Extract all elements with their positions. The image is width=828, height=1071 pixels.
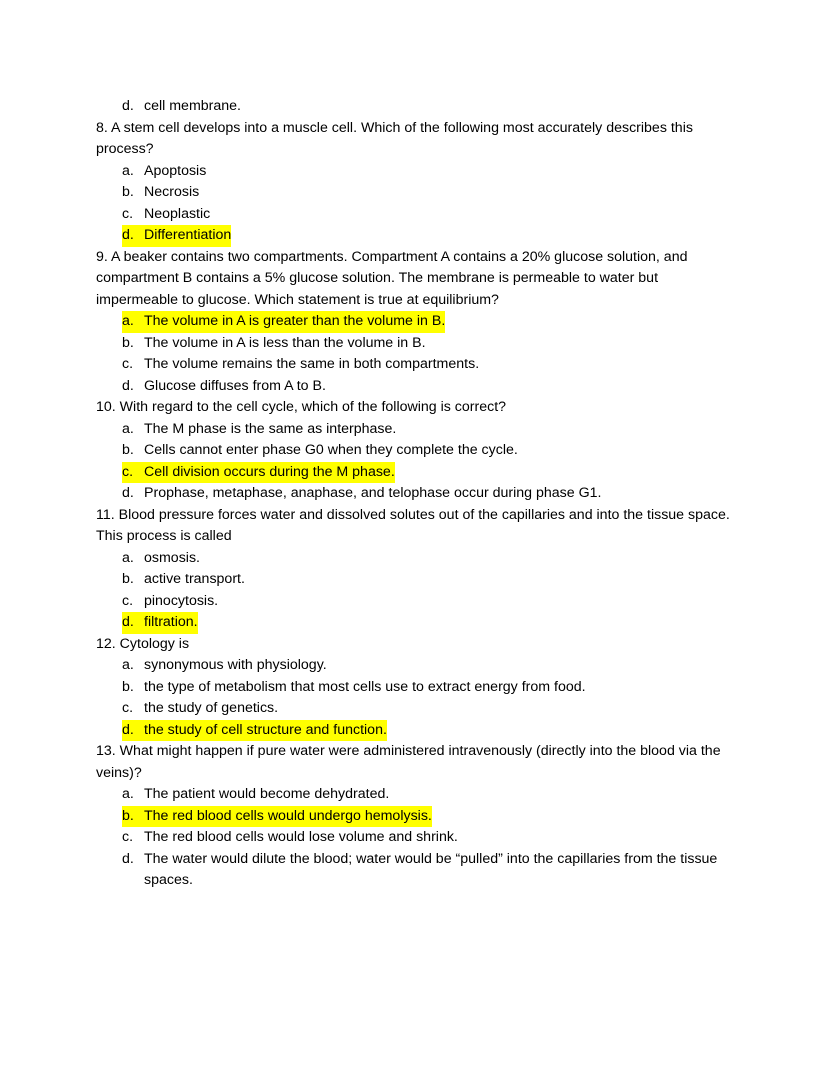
option-letter: d.: [122, 850, 134, 867]
question-stem: 11. Blood pressure forces water and dissolved solutes out of the capillaries and into the tissue space. This process is called: [96, 506, 730, 544]
option-text: the type of metabolism that most cells use to extract energy from food.: [144, 678, 586, 695]
option-text: osmosis.: [144, 549, 200, 566]
answer-option: [96, 483, 732, 505]
answer-option: [96, 677, 732, 699]
option-text: filtration.: [144, 612, 198, 634]
option-letter: b.: [122, 678, 134, 695]
question-stem: 8. A stem cell develops into a muscle cell. Which of the following most accurately describes this process?: [96, 119, 693, 157]
option-text: The volume in A is less than the volume in B.: [144, 334, 426, 351]
question-stem: 12. Cytology is: [96, 635, 190, 652]
option-text: The red blood cells would undergo hemolysis.: [144, 806, 432, 828]
answer-option: [96, 311, 732, 333]
question-block: [96, 634, 732, 742]
option-text: Cells cannot enter phase G0 when they complete the cycle.: [144, 442, 518, 458]
option-letter: b.: [122, 184, 134, 200]
answer-option: [96, 204, 732, 226]
option-letter: b.: [122, 334, 134, 351]
option-letter: a.: [122, 311, 144, 333]
answer-option-list: [96, 548, 732, 634]
option-letter: c.: [122, 356, 134, 372]
answer-option: [96, 827, 732, 849]
answer-option: [96, 655, 732, 677]
answer-option: [96, 182, 732, 204]
document-body: [96, 96, 732, 892]
answer-option: [96, 548, 732, 570]
option-letter: c.: [122, 829, 134, 845]
answer-option: [96, 161, 732, 183]
option-text: The volume remains the same in both compartments.: [144, 356, 480, 372]
answer-option-list: [96, 311, 732, 397]
option-text: the study of cell structure and function.: [144, 720, 387, 742]
option-letter: b.: [122, 806, 144, 828]
question-block: [96, 397, 732, 505]
option-text: the study of genetics.: [144, 700, 279, 716]
option-letter: b.: [122, 442, 134, 458]
answer-option: [96, 96, 732, 118]
answer-option: [96, 698, 732, 720]
option-letter: a.: [122, 162, 134, 179]
option-letter: a.: [122, 420, 134, 437]
option-letter: d.: [122, 377, 134, 394]
answer-option: [96, 720, 732, 742]
answer-option: [96, 376, 732, 398]
option-text: Cell division occurs during the M phase.: [144, 462, 395, 484]
answer-option-list: [96, 655, 732, 741]
option-letter: b.: [122, 571, 134, 587]
answer-option: [96, 462, 732, 484]
answer-option: [96, 419, 732, 441]
option-letter: a.: [122, 657, 134, 673]
option-letter: a.: [122, 786, 134, 802]
answer-option: [96, 225, 732, 247]
question-stem: 13. What might happen if pure water were administered intravenously (directly into the blood via the veins)?: [96, 743, 721, 781]
option-text: synonymous with physiology.: [144, 657, 327, 673]
option-text: The M phase is the same as interphase.: [144, 420, 397, 437]
option-text: pinocytosis.: [144, 592, 219, 609]
option-text: Differentiation: [144, 225, 231, 247]
answer-option: [96, 591, 732, 613]
option-letter: d.: [122, 485, 134, 501]
question-block: [96, 247, 732, 398]
option-text: The volume in A is greater than the volume in B.: [144, 311, 445, 333]
answer-option-list: [96, 96, 732, 118]
option-text: The red blood cells would lose volume and shrink.: [144, 829, 458, 845]
question-block: [96, 118, 732, 247]
option-text: Glucose diffuses from A to B.: [144, 377, 326, 394]
option-text: Necrosis: [144, 184, 200, 200]
question-stem: 9. A beaker contains two compartments. Compartment A contains a 20% glucose solution, and compartment B contains a 5% glucose solution. The membrane is permeable to water but impermeable to glucose. Which statement is true at equilibrium?: [96, 248, 688, 308]
option-letter: c.: [122, 700, 134, 716]
question-block: [96, 505, 732, 634]
option-letter: d.: [122, 720, 144, 742]
option-letter: d.: [122, 98, 134, 114]
answer-option: [96, 784, 732, 806]
option-text: The water would dilute the blood; water would be “pulled” into the capillaries from the tissue spaces.: [144, 850, 718, 888]
option-text: Neoplastic: [144, 205, 211, 222]
answer-option: [96, 569, 732, 591]
option-text: active transport.: [144, 571, 245, 587]
option-letter: c.: [122, 592, 134, 609]
answer-option: [96, 354, 732, 376]
answer-option-list: [96, 161, 732, 247]
answer-option: [96, 806, 732, 828]
option-letter: d.: [122, 225, 144, 247]
question-block: [96, 741, 732, 892]
option-text: Prophase, metaphase, anaphase, and telophase occur during phase G1.: [144, 485, 602, 501]
option-text: Apoptosis: [144, 162, 207, 179]
option-text: cell membrane.: [144, 98, 241, 114]
answer-option: [96, 333, 732, 355]
answer-option: [96, 440, 732, 462]
answer-option-list: [96, 419, 732, 505]
answer-option: [96, 849, 732, 892]
option-letter: c.: [122, 205, 134, 222]
option-text: The patient would become dehydrated.: [144, 786, 390, 802]
answer-option: [96, 612, 732, 634]
option-letter: c.: [122, 462, 144, 484]
question-stem: 10. With regard to the cell cycle, which of the following is correct?: [96, 399, 507, 415]
option-letter: d.: [122, 612, 144, 634]
option-letter: a.: [122, 549, 134, 566]
answer-option-list: [96, 784, 732, 892]
